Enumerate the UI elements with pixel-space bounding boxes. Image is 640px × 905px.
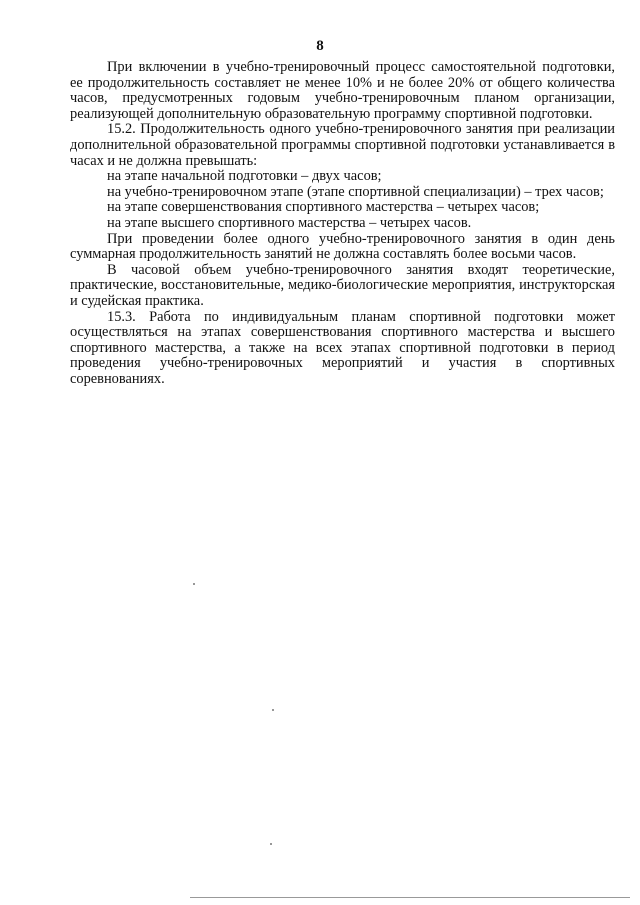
document-body xyxy=(70,60,615,387)
page-number: 8 xyxy=(316,38,324,54)
paragraph-hourly-volume: В часовой объем учебно-тренировочного занятия входят теоретические, практические, восстановительные, медико-биологические мероприятия, инструкторская и судейская практика. xyxy=(70,261,615,309)
scan-speck xyxy=(270,843,272,845)
list-item-higher-mastery-stage: на этапе высшего спортивного мастерства – четырех часов. xyxy=(107,214,472,231)
paragraph-15-3: 15.3. Работа по индивидуальным планам спортивной подготовки может осуществляться на этапах совершенствования спортивного мастерства и высшего спортивного мастерства, а также на всех этапах спортивной подготовки в период проведения учебно-тренировочных мероприятий и участия в спортивных соревнованиях. xyxy=(70,308,615,387)
list-item-initial-stage: на этапе начальной подготовки – двух часов; xyxy=(107,168,382,185)
paragraph-self-study: При включении в учебно-тренировочный процесс самостоятельной подготовки, ее продолжительность составляет не менее 10% и не более 20% от общего количества часов, предусмотренных годовым учебно-тренировочным планом организации, реализующей дополнительную образовательную программу спортивной подготовки. xyxy=(70,59,615,122)
paragraph-15-2: 15.2. Продолжительность одного учебно-тренировочного занятия при реализации дополнительной образовательной программы спортивной подготовки устанавливается в часах и не должна превышать: xyxy=(70,121,615,169)
scan-speck xyxy=(272,709,274,711)
scan-bottom-edge xyxy=(190,897,630,898)
list-item-training-stage: на учебно-тренировочном этапе (этапе спортивной специализации) – трех часов; xyxy=(107,183,604,200)
paragraph-daily-limit: При проведении более одного учебно-тренировочного занятия в один день суммарная продолжительность занятий не должна составлять более восьми часов. xyxy=(70,230,615,263)
scan-speck xyxy=(193,583,195,585)
list-item-improvement-stage: на этапе совершенствования спортивного мастерства – четырех часов; xyxy=(107,199,540,216)
